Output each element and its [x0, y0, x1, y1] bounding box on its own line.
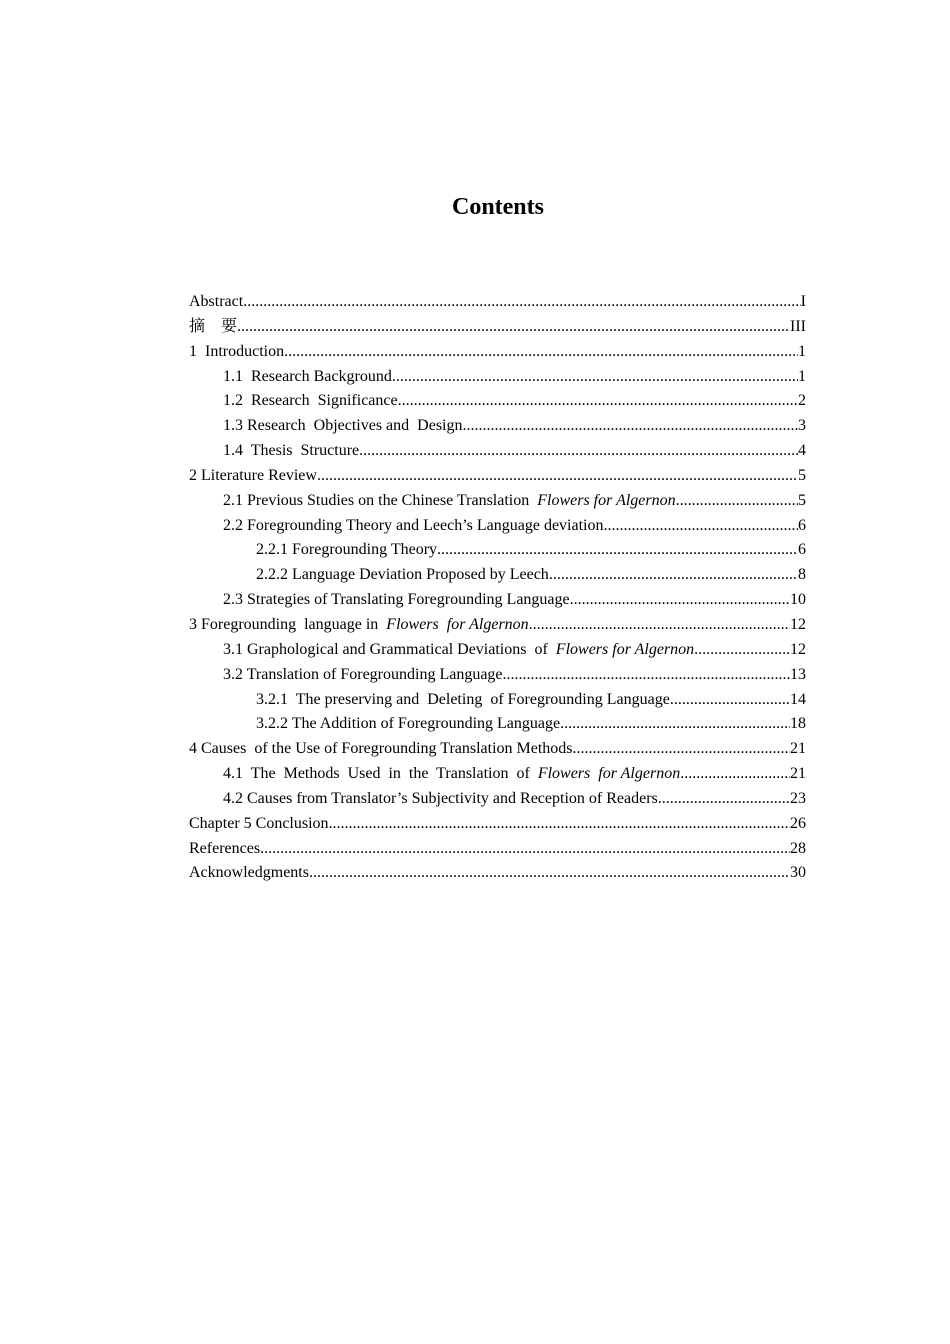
toc-entry-page-number: 12: [790, 615, 806, 633]
table-of-contents: [189, 290, 806, 886]
toc-entry-title: [223, 389, 398, 414]
toc-dot-leader: [260, 837, 790, 862]
toc-entry[interactable]: [189, 315, 806, 340]
toc-entry-page-number: 21: [790, 765, 806, 783]
toc-entry[interactable]: [189, 663, 806, 688]
toc-entry-page-number: 5: [798, 491, 806, 509]
toc-entry[interactable]: [189, 787, 806, 812]
toc-dot-leader: [560, 712, 790, 737]
toc-entry[interactable]: [189, 538, 806, 563]
toc-entry[interactable]: [189, 861, 806, 886]
toc-entry-page-number: 6: [798, 516, 806, 534]
toc-entry-title: [223, 638, 694, 663]
toc-entry-title: [223, 489, 676, 514]
toc-entry-title-text: 1.4 Thesis Structure: [223, 442, 360, 460]
toc-entry-page-number: 14: [790, 690, 806, 708]
toc-dot-leader: [680, 762, 790, 787]
toc-entry-title-text: 2 Literature Review: [189, 466, 317, 484]
toc-entry-title: [223, 414, 462, 439]
toc-entry-title-text: 2.1 Previous Studies on the Chinese Translation: [223, 491, 538, 509]
toc-entry-page-number: 4: [798, 442, 806, 460]
toc-dot-leader: [570, 588, 790, 613]
toc-entry-page-number: 26: [790, 814, 806, 832]
toc-entry-title-text: 3.2.1 The preserving and Deleting of Foregrounding Language: [256, 690, 670, 708]
toc-entry-page-number: 10: [790, 591, 806, 609]
toc-entry-title: [189, 737, 573, 762]
toc-entry-page-number: 12: [790, 640, 806, 658]
toc-entry-page-number: 1: [798, 367, 806, 385]
toc-entry[interactable]: [189, 414, 806, 439]
toc-dot-leader: [529, 613, 790, 638]
toc-entry-title-text: References: [189, 839, 261, 857]
toc-entry-title-text: 4.2 Causes from Translator’s Subjectivity and Reception of Readers: [223, 789, 658, 807]
toc-entry[interactable]: [189, 365, 806, 390]
toc-entry-title-text: 3.1 Graphological and Grammatical Deviations of: [223, 640, 556, 658]
toc-entry-title: [256, 538, 437, 563]
toc-dot-leader: [603, 514, 798, 539]
toc-entry[interactable]: [189, 389, 806, 414]
toc-entry-title: [223, 762, 680, 787]
toc-dot-leader: [237, 315, 790, 340]
toc-dot-leader: [658, 787, 790, 812]
toc-entry-title-text: 2.2.1 Foregrounding Theory: [256, 541, 438, 559]
toc-entry[interactable]: [189, 638, 806, 663]
toc-entry-title-italic: Flowers for Algernon: [555, 640, 695, 658]
toc-dot-leader: [503, 663, 790, 688]
toc-entry-page-number: 23: [790, 789, 806, 807]
toc-dot-leader: [676, 489, 798, 514]
toc-entry-title-text: 1.1 Research Background: [223, 367, 392, 385]
toc-entry[interactable]: [189, 464, 806, 489]
toc-entry[interactable]: [189, 837, 806, 862]
toc-dot-leader: [694, 638, 790, 663]
toc-entry-title-text: 1.3 Research Objectives and Design: [223, 417, 463, 435]
toc-entry[interactable]: [189, 489, 806, 514]
toc-entry-title-text: Chapter 5 Conclusion: [189, 814, 329, 832]
toc-entry-title: [189, 340, 284, 365]
toc-entry-title-italic: Flowers for Algernon: [537, 491, 676, 509]
toc-dot-leader: [317, 464, 798, 489]
toc-entry-title-text: 4.1 The Methods Used in the Translation of: [223, 765, 538, 783]
toc-entry-page-number: 21: [790, 740, 806, 758]
toc-dot-leader: [398, 389, 798, 414]
toc-dot-leader: [392, 365, 798, 390]
toc-entry-title-text: Abstract: [189, 293, 244, 310]
toc-entry-title: [223, 439, 359, 464]
toc-dot-leader: [309, 861, 790, 886]
toc-entry-title-text: 1 Introduction: [189, 342, 285, 360]
toc-dot-leader: [329, 812, 790, 837]
toc-entry-title-text: 4 Causes of the Use of Foregrounding Translation Methods: [189, 740, 573, 758]
toc-entry-page-number: III: [790, 317, 806, 335]
toc-entry[interactable]: [189, 290, 806, 315]
toc-entry-title-text: 3.2.2 The Addition of Foregrounding Language: [256, 715, 561, 733]
toc-entry-title: [189, 613, 529, 638]
toc-entry-title-text: 3.2 Translation of Foregrounding Language: [223, 665, 503, 683]
toc-entry-page-number: 5: [798, 466, 806, 484]
toc-entry-title: [223, 588, 570, 613]
toc-entry[interactable]: [189, 712, 806, 737]
toc-entry-page-number: I: [800, 293, 806, 310]
toc-entry-title: [189, 290, 243, 315]
toc-entry-page-number: 1: [798, 342, 806, 360]
toc-entry-title: [189, 837, 260, 862]
toc-entry[interactable]: [189, 613, 806, 638]
toc-entry-page-number: 3: [798, 417, 806, 435]
toc-entry[interactable]: [189, 340, 806, 365]
toc-entry-page-number: 6: [798, 541, 806, 559]
toc-entry[interactable]: [189, 812, 806, 837]
toc-entry-title: [223, 365, 392, 390]
toc-entry-title-text: 2.3 Strategies of Translating Foregrounding Language: [223, 591, 570, 609]
toc-entry[interactable]: [189, 439, 806, 464]
toc-entry-title-text: Acknowledgments: [189, 864, 309, 882]
toc-entry-title: [256, 712, 560, 737]
toc-entry-title-text: 摘 要: [189, 317, 238, 335]
toc-entry-title: [223, 787, 658, 812]
toc-entry-page-number: 30: [790, 864, 806, 882]
toc-dot-leader: [284, 340, 798, 365]
page-title: Contents: [451, 194, 544, 221]
toc-entry-page-number: 18: [790, 715, 806, 733]
toc-dot-leader: [573, 737, 790, 762]
toc-dot-leader: [437, 538, 798, 563]
toc-entry-title: [189, 464, 317, 489]
toc-entry[interactable]: [189, 688, 806, 713]
toc-entry-title: [189, 861, 309, 886]
toc-entry-title-text: 2.2.2 Language Deviation Proposed by Leech: [256, 566, 549, 584]
toc-dot-leader: [549, 563, 798, 588]
toc-entry-page-number: 28: [790, 839, 806, 857]
toc-entry-title-text: 1.2 Research Significance: [223, 392, 398, 410]
toc-entry-title-text: 2.2 Foregrounding Theory and Leech’s Language deviation: [223, 516, 604, 534]
toc-entry-title: [256, 563, 549, 588]
toc-entry-title: [189, 812, 329, 837]
toc-entry[interactable]: [189, 514, 806, 539]
toc-entry-title-italic: Flowers for Algernon: [537, 765, 681, 783]
toc-entry-title: [223, 663, 503, 688]
toc-entry-page-number: 8: [798, 566, 806, 584]
toc-dot-leader: [462, 414, 798, 439]
toc-dot-leader: [243, 290, 800, 315]
toc-entry-page-number: 13: [790, 665, 806, 683]
toc-dot-leader: [670, 688, 790, 713]
toc-entry-title: [256, 688, 670, 713]
toc-dot-leader: [359, 439, 798, 464]
toc-entry[interactable]: [189, 737, 806, 762]
toc-entry[interactable]: [189, 563, 806, 588]
toc-entry-title-text: 3 Foregrounding language in: [189, 615, 387, 633]
toc-entry-title-italic: Flowers for Algernon: [386, 615, 529, 633]
toc-entry[interactable]: [189, 588, 806, 613]
toc-entry-title: [189, 315, 237, 340]
toc-entry-page-number: 2: [798, 392, 806, 410]
toc-entry-title: [223, 514, 603, 539]
toc-entry[interactable]: [189, 762, 806, 787]
